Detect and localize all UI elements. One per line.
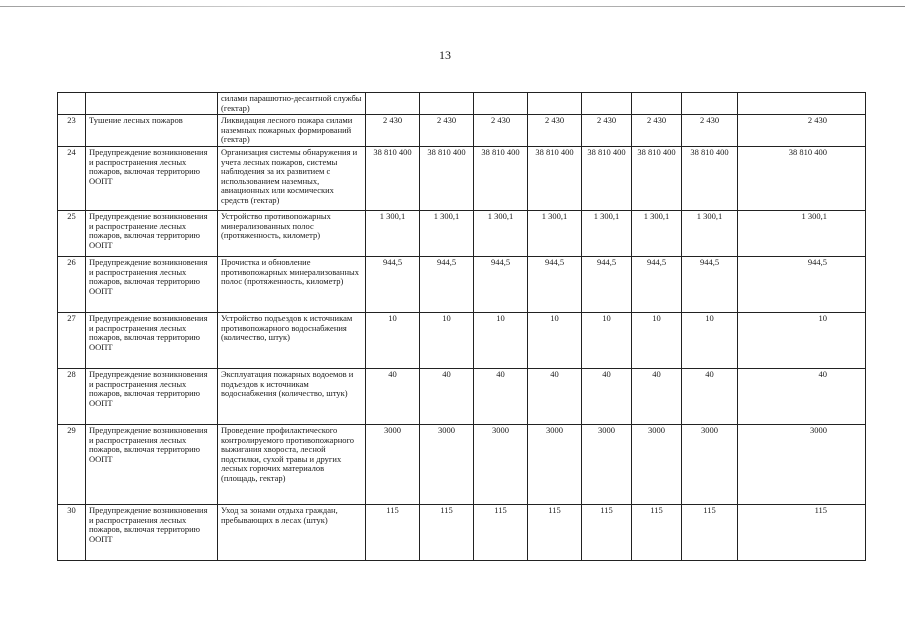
value-cell: 3000: [528, 425, 582, 505]
value-cell: 3000: [582, 425, 632, 505]
value-cell: 1 300,1: [366, 211, 420, 257]
value-cell: 115: [474, 505, 528, 561]
value-cell: [528, 93, 582, 115]
value-cell: 38 810 400: [738, 147, 866, 211]
value-cell: 2 430: [366, 115, 420, 147]
table-row: [58, 147, 866, 211]
value-cell: 40: [366, 369, 420, 425]
event-name-cell: Предупреждение возникновения и распространения лесных пожаров, включая территорию ООПТ: [86, 369, 218, 425]
value-cell: [474, 93, 528, 115]
value-cell: [582, 93, 632, 115]
value-cell: 115: [738, 505, 866, 561]
value-cell: 40: [528, 369, 582, 425]
value-cell: 3000: [474, 425, 528, 505]
value-cell: 38 810 400: [474, 147, 528, 211]
value-cell: 10: [738, 313, 866, 369]
value-cell: [420, 93, 474, 115]
value-cell: 2 430: [582, 115, 632, 147]
event-name-cell: Предупреждение возникновения и распространение лесных пожаров, включая территорию ООПТ: [86, 211, 218, 257]
row-number-cell: 29: [58, 425, 86, 505]
value-cell: 3000: [682, 425, 738, 505]
row-number-cell: 26: [58, 257, 86, 313]
table-row: [58, 313, 866, 369]
indicator-cell: Организация системы обнаружения и учета лесных пожаров, системы наблюдения за их развитием с использованием наземных, авиационных или космических средств (гектар): [218, 147, 366, 211]
value-cell: 944,5: [366, 257, 420, 313]
value-cell: 10: [582, 313, 632, 369]
page-number: 13: [439, 48, 451, 62]
table-row: [58, 115, 866, 147]
value-cell: 115: [682, 505, 738, 561]
value-cell: 40: [420, 369, 474, 425]
value-cell: 2 430: [528, 115, 582, 147]
table-row: [58, 505, 866, 561]
value-cell: 944,5: [582, 257, 632, 313]
value-cell: 2 430: [632, 115, 682, 147]
indicator-cell: Устройство подъездов к источникам противопожарного водоснабжения (количество, штук): [218, 313, 366, 369]
value-cell: 40: [474, 369, 528, 425]
event-name-cell: Предупреждение возникновения и распространения лесных пожаров, включая территорию ООПТ: [86, 505, 218, 561]
table-body: [58, 93, 866, 561]
indicator-cell: Устройство противопожарных минерализованных полос (протяженность, километр): [218, 211, 366, 257]
table-row: [58, 369, 866, 425]
value-cell: [632, 93, 682, 115]
row-number-cell: 28: [58, 369, 86, 425]
table-row: [58, 211, 866, 257]
value-cell: 38 810 400: [528, 147, 582, 211]
value-cell: 2 430: [474, 115, 528, 147]
value-cell: 40: [582, 369, 632, 425]
table-row: [58, 257, 866, 313]
value-cell: 10: [366, 313, 420, 369]
row-number-cell: 23: [58, 115, 86, 147]
indicator-cell: Эксплуатация пожарных водоемов и подъездов к источникам водоснабжения (количество, штук): [218, 369, 366, 425]
value-cell: 115: [632, 505, 682, 561]
value-cell: 10: [632, 313, 682, 369]
row-number-cell: 25: [58, 211, 86, 257]
scan-artifact-line: [0, 6, 905, 7]
value-cell: 1 300,1: [474, 211, 528, 257]
value-cell: 1 300,1: [420, 211, 474, 257]
value-cell: 1 300,1: [682, 211, 738, 257]
event-name-cell: Предупреждение возникновения и распространения лесных пожаров, включая территорию ООПТ: [86, 313, 218, 369]
row-number-cell: 30: [58, 505, 86, 561]
value-cell: 1 300,1: [632, 211, 682, 257]
indicator-cell: Прочистка и обновление противопожарных минерализованных полос (протяженность, километр): [218, 257, 366, 313]
value-cell: 3000: [366, 425, 420, 505]
value-cell: 115: [582, 505, 632, 561]
value-cell: 1 300,1: [528, 211, 582, 257]
value-cell: 2 430: [420, 115, 474, 147]
value-cell: 38 810 400: [366, 147, 420, 211]
value-cell: 10: [528, 313, 582, 369]
value-cell: 944,5: [474, 257, 528, 313]
indicator-cell: Уход за зонами отдыха граждан, пребывающих в лесах (штук): [218, 505, 366, 561]
value-cell: 40: [682, 369, 738, 425]
value-cell: 944,5: [682, 257, 738, 313]
value-cell: 10: [474, 313, 528, 369]
value-cell: 944,5: [738, 257, 866, 313]
event-name-cell: Предупреждение возникновения и распространения лесных пожаров, включая территорию ООПТ: [86, 147, 218, 211]
value-cell: 38 810 400: [632, 147, 682, 211]
event-name-cell: Тушение лесных пожаров: [86, 115, 218, 147]
indicator-cell: Проведение профилактического контролируемого противопожарного выжигания хвороста, лесной подстилки, сухой травы и других лесных горючих материалов (площадь, гектар): [218, 425, 366, 505]
row-number-cell: 27: [58, 313, 86, 369]
event-name-cell: [86, 93, 218, 115]
value-cell: 2 430: [682, 115, 738, 147]
value-cell: 115: [528, 505, 582, 561]
value-cell: 3000: [632, 425, 682, 505]
value-cell: 2 430: [738, 115, 866, 147]
value-cell: 944,5: [528, 257, 582, 313]
table-row: [58, 93, 866, 115]
value-cell: 1 300,1: [738, 211, 866, 257]
value-cell: 40: [738, 369, 866, 425]
value-cell: 944,5: [420, 257, 474, 313]
event-name-cell: Предупреждение возникновения и распространения лесных пожаров, включая территорию ООПТ: [86, 425, 218, 505]
value-cell: 38 810 400: [582, 147, 632, 211]
value-cell: [366, 93, 420, 115]
indicator-cell: Ликвидация лесного пожара силами наземных пожарных формирований (гектар): [218, 115, 366, 147]
value-cell: 38 810 400: [420, 147, 474, 211]
value-cell: 944,5: [632, 257, 682, 313]
value-cell: [738, 93, 866, 115]
value-cell: 10: [682, 313, 738, 369]
indicator-cell: силами парашютно-десантной службы (гектар): [218, 93, 366, 115]
value-cell: 115: [366, 505, 420, 561]
table-row: [58, 425, 866, 505]
row-number-cell: 24: [58, 147, 86, 211]
event-name-cell: Предупреждение возникновения и распространения лесных пожаров, включая территорию ООПТ: [86, 257, 218, 313]
value-cell: 3000: [420, 425, 474, 505]
value-cell: 115: [420, 505, 474, 561]
value-cell: [682, 93, 738, 115]
measures-table: [57, 92, 866, 561]
row-number-cell: [58, 93, 86, 115]
value-cell: 10: [420, 313, 474, 369]
value-cell: 1 300,1: [582, 211, 632, 257]
value-cell: 40: [632, 369, 682, 425]
value-cell: 38 810 400: [682, 147, 738, 211]
value-cell: 3000: [738, 425, 866, 505]
